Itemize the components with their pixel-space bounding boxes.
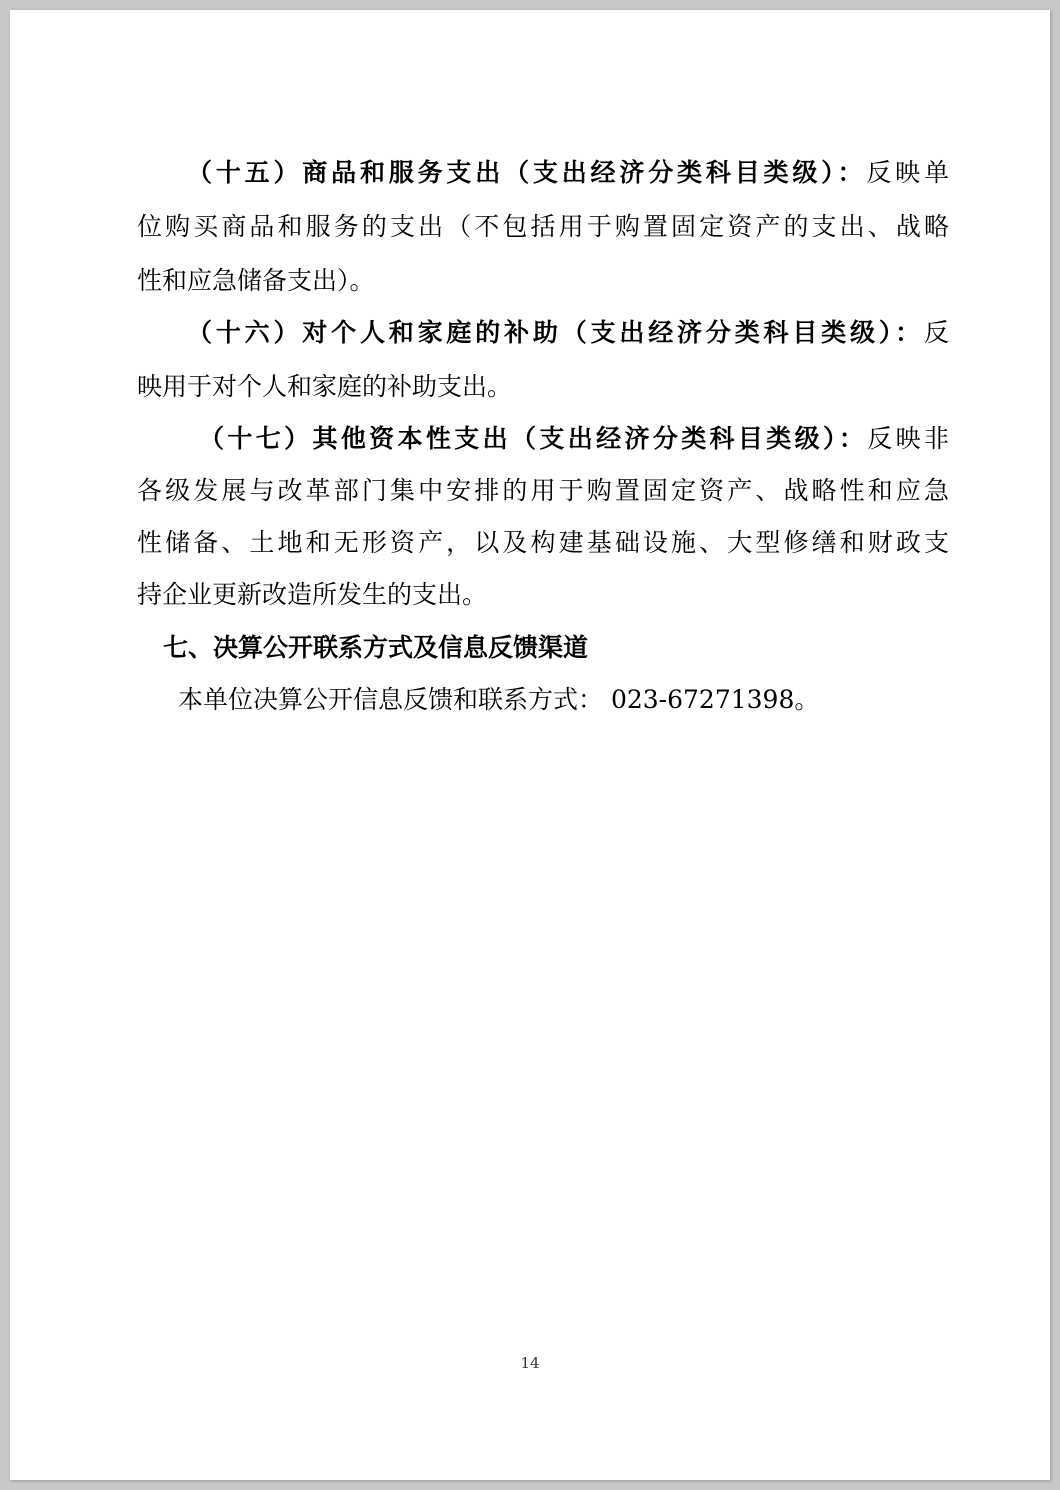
contact-heading: 七、决算公开联系方式及信息反馈渠道 [163,633,589,662]
page-number: 14 [520,1354,540,1372]
section-16-heading: （十六）对个人和家庭的补助（支出经济分类科目类级）： [187,318,924,347]
section-15-heading: （十五）商品和服务支出（支出经济分类科目类级）： [187,158,867,187]
section-17-line-4: 持企业更新改造所发生的支出。 [137,580,488,609]
section-15-line-1 [137,153,949,189]
section-17-line-2: 各级发展与改革部门集中安排的用于购置固定资产、战略性和应急 [137,476,949,505]
section-17-text-1: 反映非 [867,424,949,453]
section-15-line-2: 位购买商品和服务的支出（不包括用于购置固定资产的支出、战略 [137,212,949,241]
section-16-line-2: 映用于对个人和家庭的补助支出。 [137,372,513,401]
section-17-line-1 [137,419,949,455]
section-16-line-1 [137,313,949,349]
section-15-text-1: 反映单 [866,158,949,187]
section-17-line-3: 性储备、土地和无形资产，以及构建基础设施、大型修缮和财政支 [137,528,949,557]
section-16-text-1: 反 [923,318,949,347]
contact-text: 本单位决算公开信息反馈和联系方式： 023-67271398。 [178,685,820,714]
document-page [10,10,1050,1480]
section-15-line-3: 性和应急储备支出）。 [137,266,375,295]
section-17-heading: （十七）其他资本性支出（支出经济分类科目类级）： [199,424,868,453]
